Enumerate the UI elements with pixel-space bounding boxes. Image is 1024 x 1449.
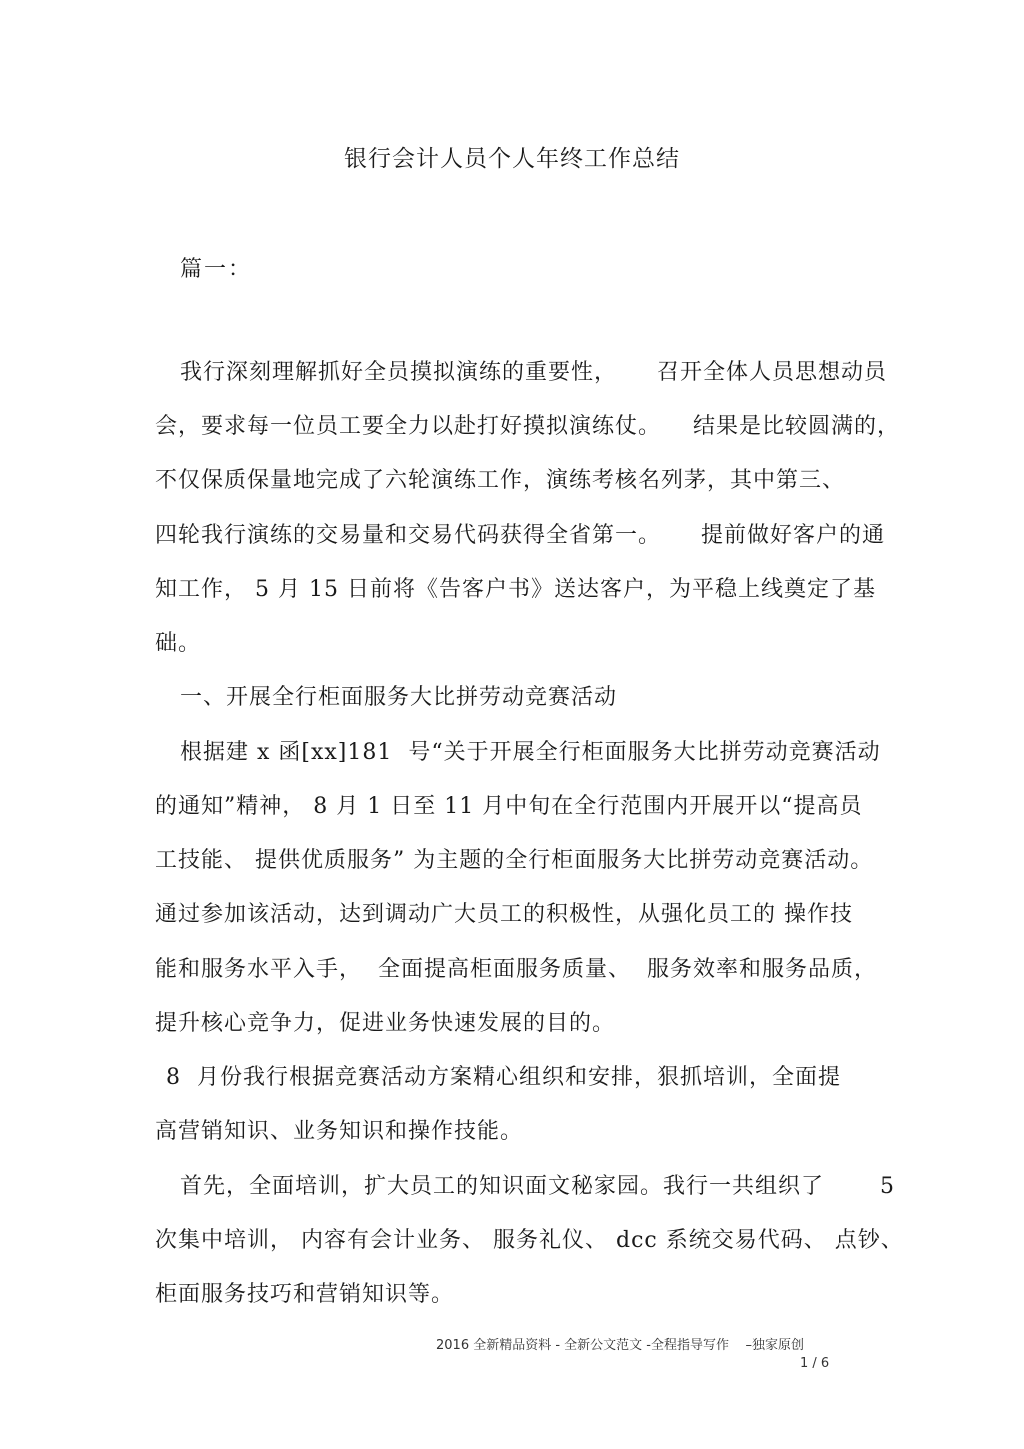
paragraph-line: 柜面服务技巧和营销知识等。 <box>155 1282 455 1307</box>
paragraph-line: 知工作， 5 月 15 日前将《告客户书》送达客户，为平稳上线奠定了基 <box>155 577 876 602</box>
paragraph-line: 我行深刻理解抓好全员摸拟演练的重要性， 召开全体人员思想动员 <box>180 360 887 385</box>
paragraph-line: 能和服务水平入手， 全面提高柜面服务质量、 服务效率和服务品质， <box>155 957 877 982</box>
paragraph-line: 工技能、 提供优质服务” 为主题的全行柜面服务大比拼劳动竞赛活动。 <box>155 848 874 873</box>
paragraph-line: 通过参加该活动，达到调动广大员工的积极性，从强化员工的 操作技 <box>155 902 853 927</box>
paragraph-line: 提升核心竞争力，促进业务快速发展的目的。 <box>155 1011 616 1036</box>
footer-text: 2016 全新精品资料 - 全新公文范文 -全程指导写作 –独家原创 <box>436 1338 805 1353</box>
paragraph-line: 首先，全面培训，扩大员工的知识面文秘家园。我行一共组织了 5 <box>180 1174 895 1199</box>
paragraph-line: 不仅保质保量地完成了六轮演练工作，演练考核名列茅，其中第三、 <box>155 468 846 493</box>
paragraph-line: 次集中培训， 内容有会计业务、 服务礼仪、 dcc 系统交易代码、 点钞、 <box>155 1228 904 1253</box>
paragraph-line: 高营销知识、业务知识和操作技能。 <box>155 1119 524 1144</box>
paragraph-line: 的通知”精神， 8 月 1 日至 11 月中旬在全行范围内开展开以“提高员 <box>155 794 863 819</box>
page-number: 1 / 6 <box>800 1356 830 1371</box>
paragraph-line: 础。 <box>155 631 202 656</box>
paragraph-line: 四轮我行演练的交易量和交易代码获得全省第一。 提前做好客户的通 <box>155 523 885 548</box>
section-heading: 一、开展全行柜面服务大比拼劳动竞赛活动 <box>180 685 618 710</box>
paragraph-line: 根据建 x 函[xx]181 号“关于开展全行柜面服务大比拼劳动竞赛活动 <box>180 740 881 765</box>
paragraph-line: 会，要求每一位员工要全力以赴打好摸拟演练仗。 结果是比较圆满的， <box>155 414 900 439</box>
paragraph-line: 8 月份我行根据竞赛活动方案精心组织和安排，狠抓培训，全面提 <box>166 1065 841 1090</box>
section-label: 篇一： <box>180 257 253 282</box>
document-title: 银行会计人员个人年终工作总结 <box>344 146 680 172</box>
